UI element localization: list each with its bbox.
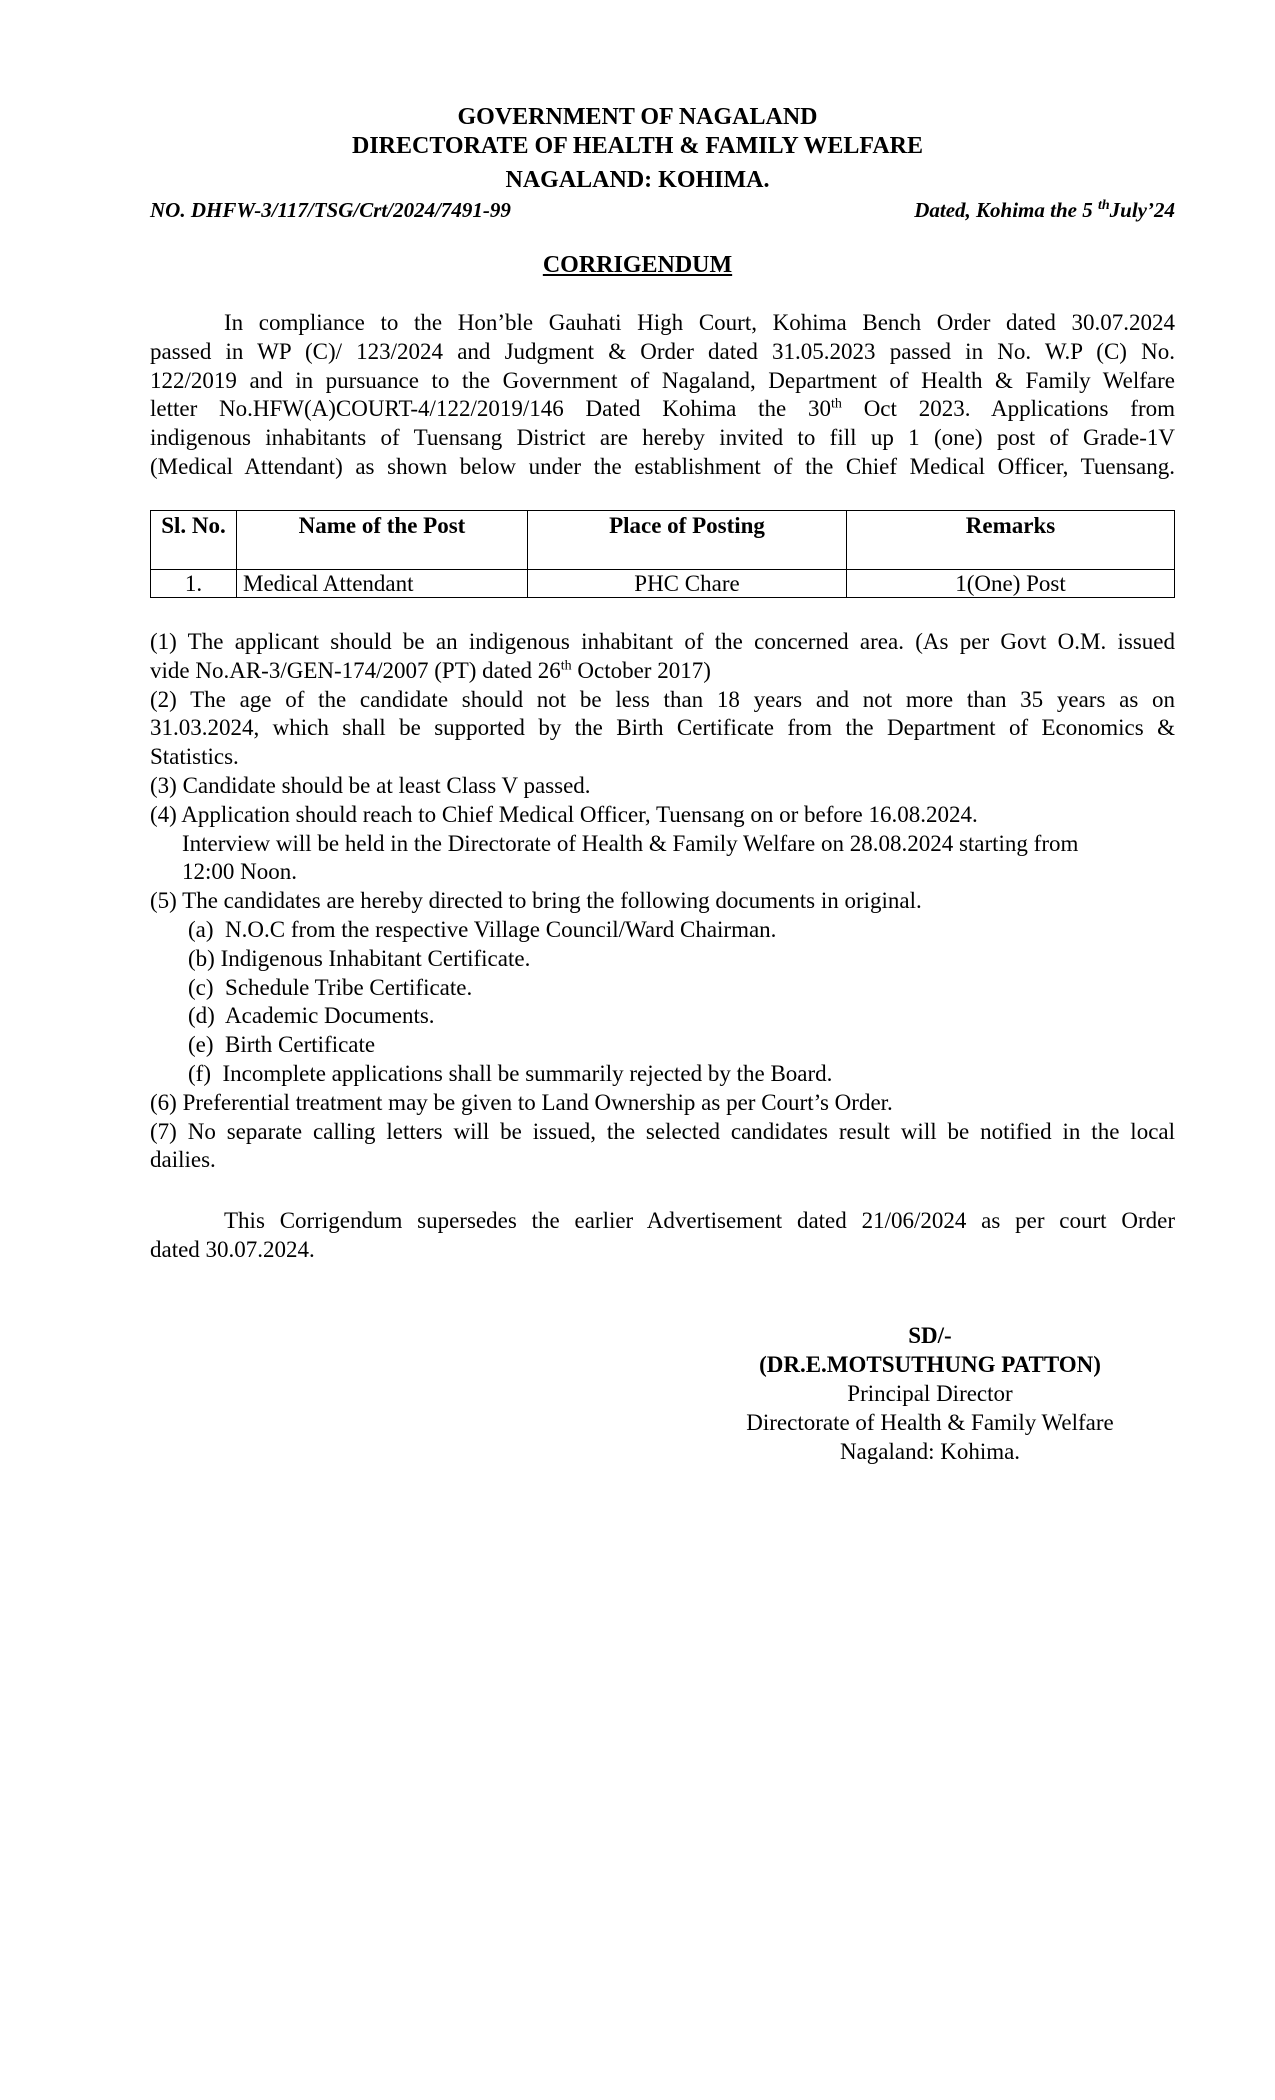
reference-number: NO. DHFW-3/117/TSG/Crt/2024/7491-99 bbox=[150, 198, 511, 222]
closing-line-2: dated 30.07.2024. bbox=[150, 1236, 315, 1262]
condition-7-line-2: dailies. bbox=[150, 1147, 216, 1173]
condition-4: (4) Application should reach to Chief Medical Officer, Tuensang on or before 16.08.2024. bbox=[150, 801, 978, 827]
condition-2-line-3: Statistics. bbox=[150, 744, 239, 770]
condition-4-interview: Interview will be held in the Directorate of Health & Family Welfare on 28.08.2024 starting from bbox=[182, 830, 1079, 856]
condition-3: (3) Candidate should be at least Class V passed. bbox=[150, 772, 591, 798]
document-item-a: (a) N.O.C from the respective Village Council/Ward Chairman. bbox=[188, 916, 777, 942]
intro-line-6: (Medical Attendant) as shown below under the establishment of the Chief Medical Officer, Tuensang. bbox=[150, 453, 1175, 479]
header-location: NAGALAND: KOHIMA. bbox=[505, 167, 770, 193]
intro-line-4: letter No.HFW(A)COURT-4/122/2019/146 Dated Kohima the 30th Oct 2023. Applications from bbox=[150, 396, 1176, 422]
cell-sl: 1. bbox=[151, 570, 237, 598]
header-directorate: DIRECTORATE OF HEALTH & FAMILY WELFARE bbox=[352, 133, 923, 159]
document-item-d: (d) Academic Documents. bbox=[188, 1003, 435, 1029]
condition-6: (6) Preferential treatment may be given to Land Ownership as per Court’s Order. bbox=[150, 1089, 893, 1115]
condition-1-line-1: (1) The applicant should be an indigenous inhabitant of the concerned area. (As per Govt O.M. issued bbox=[150, 629, 1175, 654]
signatory-name: (DR.E.MOTSUTHUNG PATTON) bbox=[759, 1352, 1101, 1377]
signatory-designation: Principal Director bbox=[847, 1381, 1013, 1406]
posts-table bbox=[150, 510, 1175, 598]
condition-5: (5) The candidates are hereby directed to bring the following documents in original. bbox=[150, 888, 922, 914]
condition-2-line-2: 31.03.2024, which shall be supported by the Birth Certificate from the Department of Economics & bbox=[150, 715, 1175, 741]
cell-place: PHC Chare bbox=[528, 570, 847, 598]
document-item-f: (f) Incomplete applications shall be summarily rejected by the Board. bbox=[188, 1060, 833, 1086]
table-row bbox=[151, 570, 1175, 598]
document-item-e: (e) Birth Certificate bbox=[188, 1032, 376, 1058]
header-government: GOVERNMENT OF NAGALAND bbox=[457, 104, 818, 130]
intro-line-1: In compliance to the Hon’ble Gauhati High Court, Kohima Bench Order dated 30.07.2024 bbox=[224, 310, 1175, 335]
table-header-row bbox=[151, 511, 1175, 570]
closing-paragraph bbox=[150, 1207, 1175, 1265]
signature-sd: SD/- bbox=[908, 1323, 952, 1348]
document-title: CORRIGENDUM bbox=[542, 252, 733, 278]
intro-line-5: indigenous inhabitants of Tuensang District are hereby invited to fill up 1 (one) post of Grade-1V bbox=[150, 425, 1175, 451]
document-item-b: (b) Indigenous Inhabitant Certificate. bbox=[188, 945, 531, 971]
cell-remarks: 1(One) Post bbox=[847, 570, 1175, 598]
conditions-list bbox=[150, 628, 1175, 1175]
intro-line-2: passed in WP (C)/ 123/2024 and Judgment & Order dated 31.05.2023 passed in No. W.P (C) No. bbox=[150, 338, 1175, 364]
intro-line-3: 122/2019 and in pursuance to the Government of Nagaland, Department of Health & Family Welfare bbox=[150, 367, 1175, 393]
condition-1-line-2: vide No.AR-3/GEN-174/2007 (PT) dated 26th October 2017) bbox=[150, 657, 711, 683]
condition-7-line-1: (7) No separate calling letters will be issued, the selected candidates result will be notified in the local bbox=[150, 1118, 1175, 1144]
header-name-of-post: Name of the Post bbox=[237, 511, 528, 570]
header-remarks: Remarks bbox=[847, 511, 1175, 570]
condition-4-time: 12:00 Noon. bbox=[182, 859, 297, 885]
document-item-c: (c) Schedule Tribe Certificate. bbox=[188, 974, 473, 1000]
cell-post-name: Medical Attendant bbox=[237, 570, 528, 598]
reference-date: Dated, Kohima the 5 $^{th}$July’24 bbox=[914, 198, 1175, 222]
header-sl-no: Sl. No. bbox=[151, 511, 237, 570]
signatory-place: Nagaland: Kohima. bbox=[839, 1439, 1021, 1464]
intro-paragraph bbox=[150, 309, 1175, 482]
condition-2-line-1: (2) The age of the candidate should not be less than 18 years and not more than 35 years as on bbox=[150, 686, 1175, 712]
header-place-of-posting: Place of Posting bbox=[528, 511, 847, 570]
signatory-office: Directorate of Health & Family Welfare bbox=[746, 1410, 1114, 1435]
closing-line-1: This Corrigendum supersedes the earlier Advertisement dated 21/06/2024 as per court Order bbox=[224, 1208, 1175, 1233]
